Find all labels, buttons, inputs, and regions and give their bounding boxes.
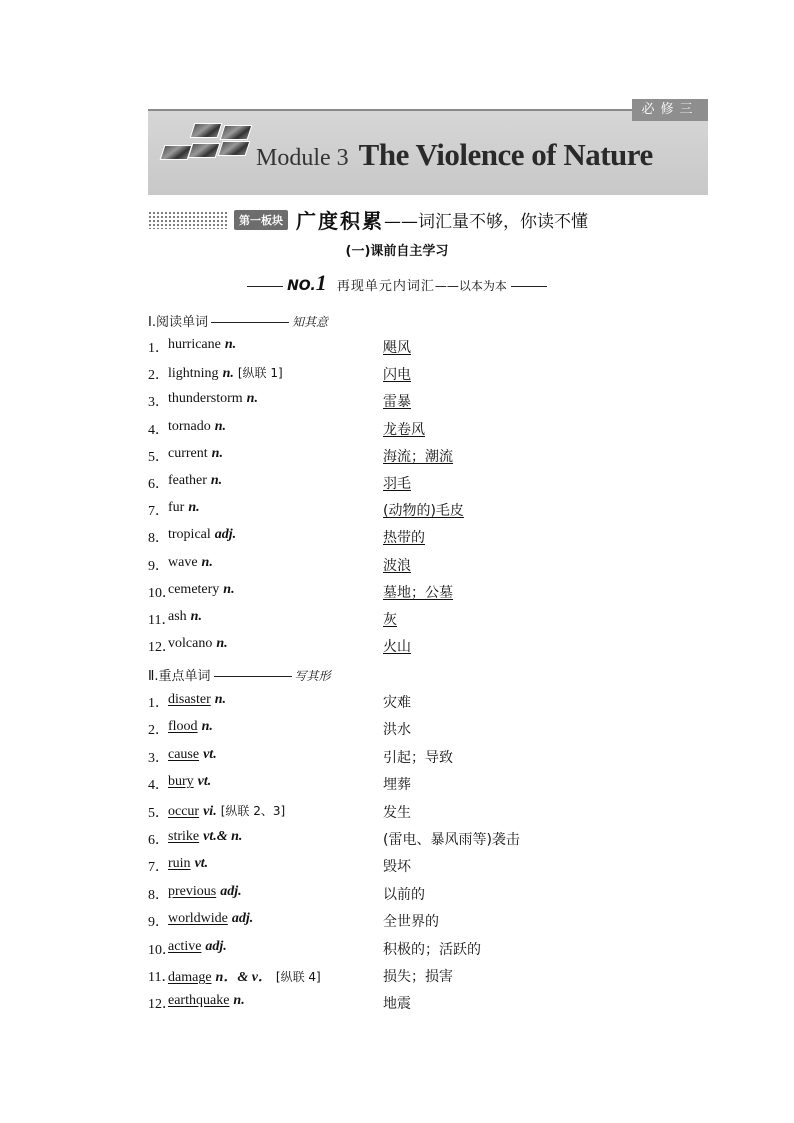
module-banner [148,102,708,195]
vocab-row [148,829,668,851]
vocab-word: thunderstorm [168,391,243,407]
vocab-meaning: 灾难 [383,695,411,711]
vocab-row [148,719,668,741]
part-of-speech: n. [201,719,213,735]
no-tail: ——以本为本 [434,279,507,293]
vocab-word: ash [168,609,187,624]
vocab-word-entry [168,719,213,735]
part-of-speech: n. [211,445,223,461]
vocab-row [148,692,668,714]
vocab-word-entry [168,364,283,382]
part-of-speech: n. [210,473,223,488]
item-number: 12． [148,997,176,1013]
vocab-row [148,747,668,769]
vocab-word: current [168,445,208,461]
vocab-meaning: 闪电 [383,367,411,384]
vocab-row [148,609,668,631]
part-of-speech: adj. [220,883,242,899]
vocab-word-entry [168,337,236,353]
part-of-speech: n. [214,418,227,434]
vocab-word: flood [168,719,198,735]
section-main-title: 广度积累 [296,209,384,233]
vocab-word: earthquake [168,993,230,1009]
item-number: 5． [148,449,169,465]
no-heading [0,270,794,296]
vocab-word: fur [168,500,185,516]
vocab-word: volcano [168,636,213,652]
vocab-word-entry [168,966,321,986]
part-of-speech: adj. [231,911,254,927]
vocab-meaning: (雷电、暴风雨等)袭击 [383,832,520,848]
block-tag: 第一板块 [234,210,288,230]
vocab-row [148,966,668,988]
vocab-word-entry [168,446,223,462]
vocab-word-entry [168,473,222,489]
module-label: Module 3 [256,145,349,171]
dotted-pattern-icon [148,211,228,229]
item-number: 10． [148,942,176,958]
part-label: Ⅰ.阅读单词 [148,315,208,330]
item-number: 8． [148,531,169,547]
vocab-meaning: 损失；损害 [383,969,453,985]
vocab-word: cemetery [168,581,220,597]
vocab-row [148,473,668,495]
vocab-row [148,582,668,604]
vocab-meaning: (动物的)毛皮 [383,503,464,520]
vocab-row [148,555,668,577]
vocab-row [148,419,668,441]
part-of-speech: n. [201,554,213,570]
vocab-meaning: 墓地；公墓 [383,584,453,601]
item-number: 4． [148,422,169,438]
part-of-speech: n．& v． [215,970,272,985]
part-of-speech: n. [233,993,245,1009]
item-number: 1． [148,696,169,711]
vocab-word: cause [168,746,200,762]
vocab-meaning: 飓风 [383,340,411,356]
vocab-word: feather [168,473,207,488]
vocab-row [148,527,668,549]
item-number: 2． [148,368,169,384]
part-heading-key-words [148,665,331,684]
vocab-row [148,802,668,824]
vocab-word-entry [168,609,202,625]
vocab-word-entry [168,419,226,435]
vocab-meaning: 引起；导致 [383,749,453,766]
part-label: Ⅱ.重点单词 [148,669,211,684]
item-number: 3． [148,395,169,411]
vocab-word-entry [168,911,253,927]
item-number: 11． [148,970,176,985]
item-number: 9． [148,915,169,931]
vocab-row [148,884,668,906]
vocab-word: bury [168,774,194,790]
subheading: (一)课前自主学习 [345,244,449,259]
vocab-meaning: 积极的；活跃的 [383,941,481,958]
vocab-meaning: 羽毛 [383,476,411,492]
part-of-speech: n. [222,366,234,382]
part-of-speech: vi. [203,803,217,819]
item-number: 6． [148,833,169,848]
vocab-row [148,337,668,359]
vocab-word-entry [168,391,258,407]
item-number: 5． [148,805,169,821]
vocab-row [148,911,668,933]
vocab-meaning: 海流；潮流 [383,448,453,465]
part-of-speech: adj. [205,938,227,954]
part-of-speech: n. [188,500,200,516]
vocab-meaning: 波浪 [383,557,411,574]
section-subtitle: ——词汇量不够，你读不懂 [384,212,588,232]
part-of-speech: adj. [214,527,237,543]
vocab-row [148,856,668,878]
vocab-word: strike [168,829,200,844]
vocab-word: active [168,938,202,954]
no-tag: NO. [287,278,316,294]
part-of-speech: vt. [194,856,209,872]
part-of-speech: n. [216,636,228,652]
vocab-word-entry [168,884,242,900]
item-number: 4． [148,778,169,794]
module-title [256,137,653,173]
part-heading-reading [148,311,328,330]
cross-reference-note: [纵联 2、3] [220,803,286,818]
vocab-row [148,500,668,522]
part-of-speech: vt. [203,746,217,762]
vocab-meaning: 雷暴 [383,394,411,411]
item-number: 1． [148,341,169,356]
vocab-word-entry [168,802,285,820]
item-number: 7． [148,504,169,520]
part-of-speech: n. [246,391,258,407]
vocab-word-entry [168,856,208,872]
vocab-meaning: 毁坏 [383,859,411,876]
item-number: 10． [148,585,176,601]
vocab-word-entry [168,500,200,516]
vocab-word-entry [168,692,226,708]
vocab-word: previous [168,883,217,899]
vocab-word-entry [168,829,242,845]
vocab-word: worldwide [168,911,228,927]
part-hint: 写其形 [294,669,331,683]
vocab-word-entry [168,939,227,955]
vocab-meaning: 灰 [383,612,397,628]
no-number: 1 [315,270,327,295]
vocab-row [148,364,668,386]
vocab-word: disaster [168,692,211,707]
part-of-speech: n. [224,337,237,352]
vocab-meaning: 龙卷风 [383,421,425,438]
part-of-speech: n. [223,581,235,597]
part-of-speech: n. [214,692,227,707]
vocab-word: damage [168,970,212,985]
vocab-meaning: 全世界的 [383,914,439,931]
vocab-word-entry [168,636,228,652]
vocab-row [148,636,668,658]
vocab-row [148,391,668,413]
vocab-word: tornado [168,418,211,434]
no-title: 再现单元内词汇 [336,279,435,294]
divider [247,286,283,287]
vocab-meaning: 地震 [383,996,411,1013]
vocab-meaning: 洪水 [383,722,411,739]
vocab-word: hurricane [168,337,221,352]
vocab-row [148,939,668,961]
part-of-speech: n. [190,609,202,624]
part-hint: 知其意 [291,315,328,329]
vocab-word-entry [168,527,236,543]
vocab-word-entry [168,582,235,598]
divider [214,676,292,677]
item-number: 2． [148,723,169,739]
vocab-word-entry [168,993,245,1009]
vocab-word: wave [168,554,198,570]
divider [511,286,547,287]
vocab-row [148,774,668,796]
item-number: 7． [148,860,169,876]
vocab-word: tropical [168,527,211,543]
cross-reference-note: [纵联 4] [275,970,321,984]
vocab-row [148,993,668,1015]
part-of-speech: vt. [197,774,212,790]
vocab-word-entry [168,747,217,763]
section-heading [148,205,588,231]
vocab-word: ruin [168,856,191,872]
item-number: 3． [148,750,169,766]
nature-photos-icon [160,123,252,163]
vocab-meaning: 发生 [383,804,411,821]
vocab-meaning: 以前的 [383,886,425,903]
item-number: 8． [148,887,169,903]
cross-reference-note: [纵联 1] [237,366,283,381]
vocab-row [148,446,668,468]
vocab-word-entry [168,555,213,571]
module-name: The Violence of Nature [358,137,653,172]
item-number: 12． [148,640,176,656]
vocab-meaning: 热带的 [383,530,425,547]
vocab-meaning: 埋葬 [383,777,411,794]
vocab-meaning: 火山 [383,639,411,656]
item-number: 11． [148,613,176,628]
book-tag: 必修三 [632,99,708,121]
vocab-word: occur [168,803,200,819]
item-number: 9． [148,558,169,574]
divider [211,322,289,323]
item-number: 6． [148,477,169,492]
vocab-word: lightning [168,366,219,382]
vocab-word-entry [168,774,211,790]
part-of-speech: vt.& n. [203,829,243,844]
